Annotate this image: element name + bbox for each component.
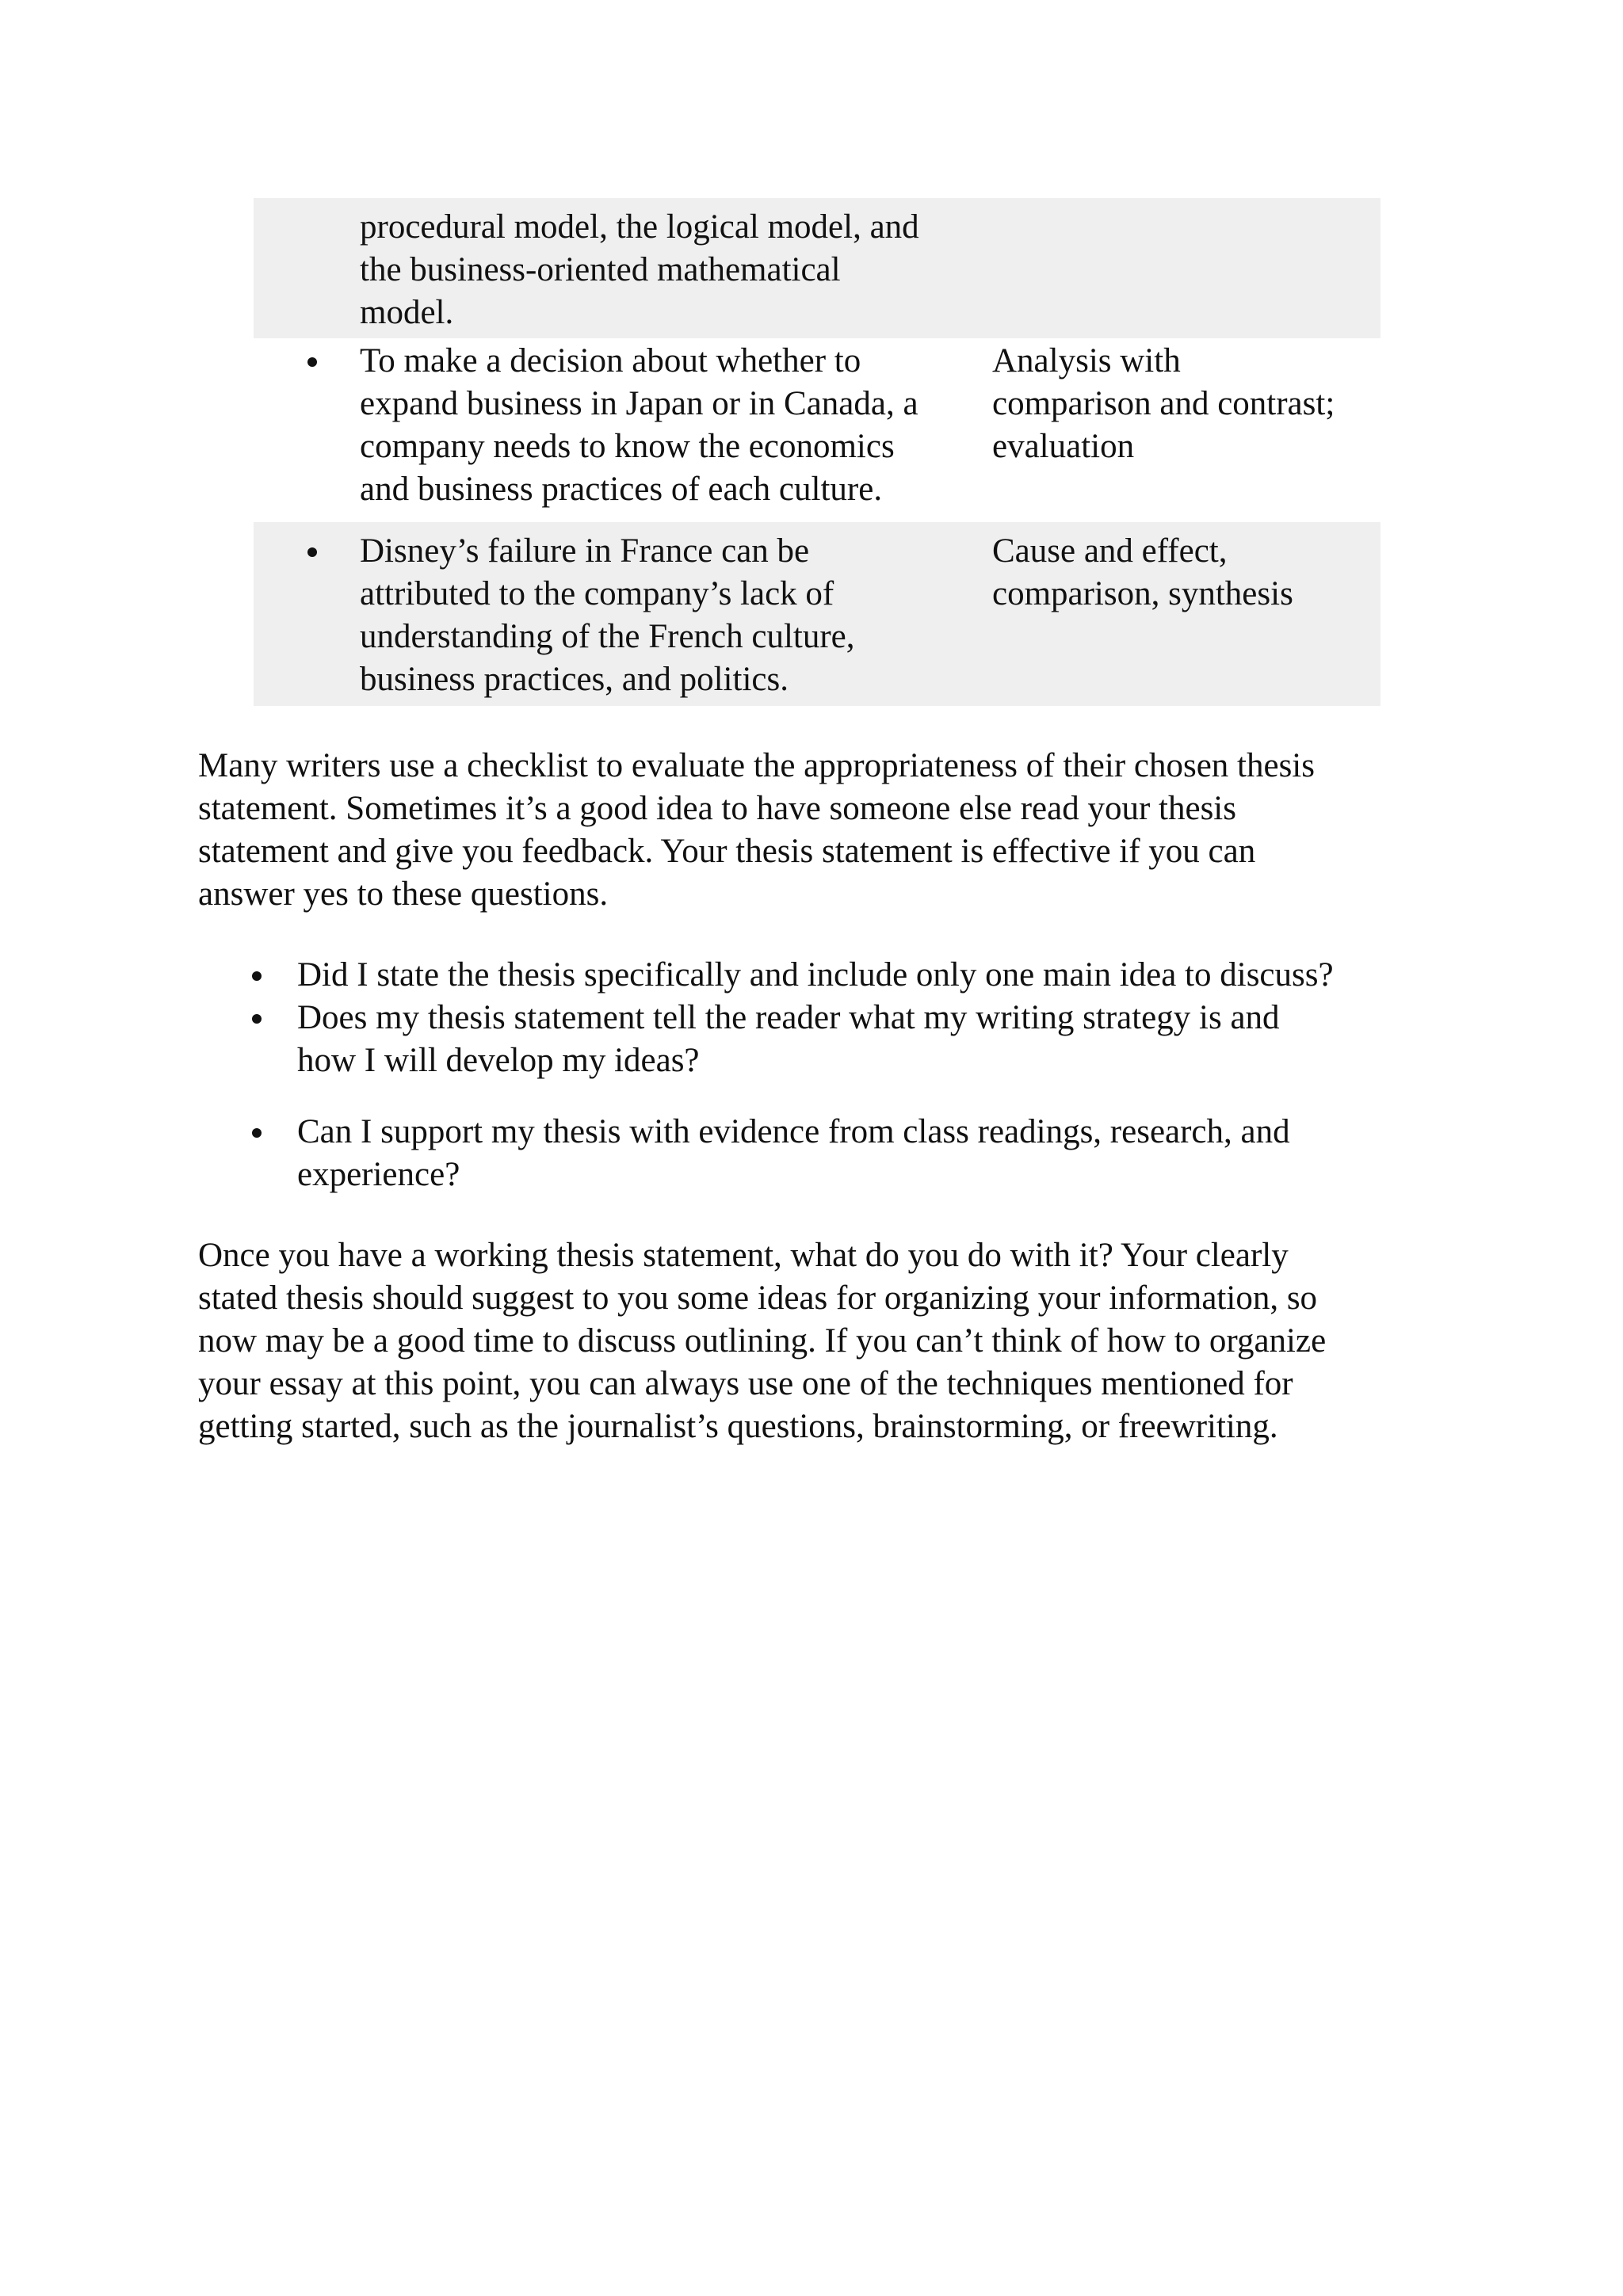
thesis-cell [360, 206, 992, 334]
thesis-line: Disney’s failure in France can be [360, 532, 810, 570]
thesis-line: and business practices of each culture. [360, 471, 883, 508]
bullet-icon [307, 357, 317, 367]
strategy-cell [992, 340, 1381, 468]
thesis-line: company needs to know the economics [360, 428, 895, 465]
bullet-icon [252, 1128, 262, 1138]
thesis-line: procedural model, the logical model, and [360, 208, 919, 246]
thesis-line: the business-oriented mathematical [360, 251, 841, 288]
paragraph-checklist-intro [198, 745, 1434, 916]
paragraph-line: getting started, such as the journalist’s questions, brainstorming, or freewriting. [198, 1408, 1278, 1445]
strategy-line: comparison and contrast; [992, 385, 1335, 422]
bullet-icon [252, 971, 262, 981]
table-row [254, 522, 1381, 706]
paragraph-line: statement. Sometimes it’s a good idea to have someone else read your thesis [198, 790, 1236, 827]
thesis-cell [360, 340, 992, 511]
paragraph-outlining [198, 1234, 1434, 1448]
list-item-line: Can I support my thesis with evidence from class readings, research, and [297, 1113, 1290, 1150]
list-item [198, 997, 1434, 1082]
list-item [198, 954, 1434, 997]
list-item-line: Does my thesis statement tell the reader what my writing strategy is and [297, 999, 1280, 1036]
paragraph-line: Many writers use a checklist to evaluate the appropriateness of their chosen thesis [198, 747, 1315, 784]
strategy-line: Analysis with [992, 342, 1181, 379]
paragraph-line: now may be a good time to discuss outlining. If you can’t think of how to organize [198, 1322, 1327, 1360]
strategy-line: comparison, synthesis [992, 575, 1293, 612]
list-item-line: experience? [297, 1156, 460, 1193]
thesis-cell [360, 530, 992, 701]
thesis-line: understanding of the French culture, [360, 618, 855, 655]
table-row [254, 338, 1381, 522]
strategy-line: Cause and effect, [992, 532, 1228, 570]
thesis-checklist [198, 954, 1434, 1196]
list-item-line: how I will develop my ideas? [297, 1042, 700, 1079]
strategy-line: evaluation [992, 428, 1135, 465]
table-row [254, 198, 1381, 338]
paragraph-line: your essay at this point, you can always use one of the techniques mentioned for [198, 1365, 1293, 1402]
thesis-line: To make a decision about whether to [360, 342, 861, 379]
bullet-icon [252, 1014, 262, 1024]
paragraph-line: Once you have a working thesis statement, what do you do with it? Your clearly [198, 1237, 1289, 1274]
thesis-line: attributed to the company’s lack of [360, 575, 834, 612]
thesis-strategy-table [254, 198, 1381, 706]
thesis-line: business practices, and politics. [360, 661, 789, 698]
paragraph-line: stated thesis should suggest to you some ideas for organizing your information, so [198, 1280, 1318, 1317]
paragraph-line: statement and give you feedback. Your thesis statement is effective if you can [198, 833, 1256, 870]
bullet-icon [307, 547, 317, 557]
thesis-line: model. [360, 294, 454, 331]
thesis-line: expand business in Japan or in Canada, a [360, 385, 918, 422]
strategy-cell [992, 530, 1381, 616]
list-item-line: Did I state the thesis specifically and include only one main idea to discuss? [297, 956, 1334, 994]
paragraph-line: answer yes to these questions. [198, 875, 609, 913]
list-item [198, 1111, 1434, 1196]
